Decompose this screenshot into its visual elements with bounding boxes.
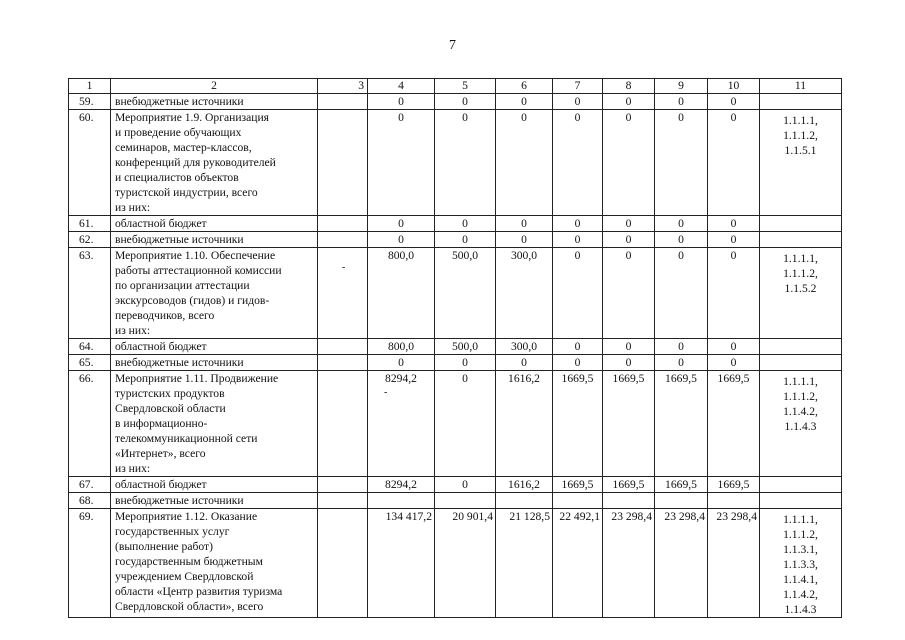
description-cell: Мероприятие 1.9. Организация и проведение обучающих семинаров, мастер-классов, конференций для руководителей и специалистов объектов туристской индустрии, всего из них:	[111, 110, 318, 216]
value-cell-col7: 0	[553, 216, 603, 232]
description-cell: внебюджетные источники	[111, 94, 318, 110]
table-row	[69, 371, 842, 477]
description-cell: областной бюджет	[111, 477, 318, 493]
column-3-cell	[318, 339, 368, 355]
table-row	[69, 477, 842, 493]
financing-table	[68, 78, 842, 618]
value-cell-col10: 1669,5	[708, 477, 760, 493]
value-cell-col9: 0	[655, 110, 708, 216]
row-number-cell: 62.	[69, 232, 111, 248]
value-cell-col7: 0	[553, 355, 603, 371]
goal-codes-cell	[760, 493, 842, 509]
value-cell-col7: 22 492,1	[553, 509, 603, 618]
value-cell-col8: 0	[603, 248, 655, 339]
value-cell-col6: 0	[496, 355, 553, 371]
value-cell-col8: 0	[603, 94, 655, 110]
header-cell: 11	[760, 79, 842, 94]
description-cell: внебюджетные источники	[111, 355, 318, 371]
table-row	[69, 110, 842, 216]
value-cell-col5: 0	[435, 477, 496, 493]
goal-codes-cell: 1.1.1.1, 1.1.1.2, 1.1.4.2, 1.1.4.3	[760, 371, 842, 477]
value-cell-col9	[655, 493, 708, 509]
row-number-cell: 60.	[69, 110, 111, 216]
value-cell-col9: 0	[655, 339, 708, 355]
value-cell-col6: 0	[496, 94, 553, 110]
header-cell: 5	[435, 79, 496, 94]
value-cell-col4: 8294,2	[368, 477, 435, 493]
value-cell-col4: 800,0	[368, 339, 435, 355]
column-3-mark: -	[342, 262, 346, 273]
value-cell-col8	[603, 493, 655, 509]
value-cell-col5: 0	[435, 216, 496, 232]
row-number-cell: 63.	[69, 248, 111, 339]
table-row	[69, 94, 842, 110]
goal-codes-cell	[760, 232, 842, 248]
value-cell-col9: 23 298,4	[655, 509, 708, 618]
value-cell-col10: 23 298,4	[708, 509, 760, 618]
value-cell-col7: 0	[553, 339, 603, 355]
value-cell-col10: 0	[708, 232, 760, 248]
row-number-cell: 68.	[69, 493, 111, 509]
value-cell-col8: 0	[603, 216, 655, 232]
value-cell-col4: 134 417,2	[368, 509, 435, 618]
column-3-cell	[318, 94, 368, 110]
value-cell-col7	[553, 493, 603, 509]
value-cell-col6: 1616,2	[496, 371, 553, 477]
table-row	[69, 339, 842, 355]
value-cell-col4	[368, 371, 435, 477]
header-cell: 4	[368, 79, 435, 94]
value-cell-col9: 1669,5	[655, 477, 708, 493]
value-cell-col5: 500,0	[435, 339, 496, 355]
column-3-cell	[318, 477, 368, 493]
goal-codes-cell: 1.1.1.1, 1.1.1.2, 1.1.5.1	[760, 110, 842, 216]
column-3-cell	[318, 509, 368, 618]
value-cell-col4: 0	[368, 355, 435, 371]
table-row	[69, 509, 842, 618]
column-3-cell	[318, 248, 368, 339]
value-cell-col4: 800,0	[368, 248, 435, 339]
description-cell: Мероприятие 1.11. Продвижение туристских продуктов Свердловской области в информационно- телекоммуникационной сети «Интернет», всего из них:	[111, 371, 318, 477]
description-cell: областной бюджет	[111, 216, 318, 232]
header-cell: 6	[496, 79, 553, 94]
header-row	[69, 79, 842, 94]
value-cell-col9: 0	[655, 216, 708, 232]
goal-codes-cell	[760, 477, 842, 493]
table-row	[69, 355, 842, 371]
value-cell-col5: 0	[435, 232, 496, 248]
value-cell-col4: 0	[368, 216, 435, 232]
value-cell-col8: 23 298,4	[603, 509, 655, 618]
value-cell-col6: 21 128,5	[496, 509, 553, 618]
value-cell-col10	[708, 493, 760, 509]
value-cell-col6: 0	[496, 232, 553, 248]
value-cell-col6: 0	[496, 216, 553, 232]
table-row	[69, 493, 842, 509]
goal-codes-cell: 1.1.1.1, 1.1.1.2, 1.1.5.2	[760, 248, 842, 339]
description-cell: областной бюджет	[111, 339, 318, 355]
description-cell: Мероприятие 1.10. Обеспечение работы аттестационной комиссии по организации аттестации экскурсоводов (гидов) и гидов- переводчиков, всего из них:	[111, 248, 318, 339]
value-cell-col6: 1616,2	[496, 477, 553, 493]
value-cell-col10: 0	[708, 248, 760, 339]
value-cell-col8: 0	[603, 110, 655, 216]
value-cell-col5	[435, 493, 496, 509]
value-text: 8294,2	[385, 372, 417, 385]
column-3-cell	[318, 493, 368, 509]
value-cell-col7: 1669,5	[553, 477, 603, 493]
value-cell-col8: 1669,5	[603, 477, 655, 493]
description-cell: Мероприятие 1.12. Оказание государственных услуг (выполнение работ) государственным бюджетным учреждением Свердловской области «Центр развития туризма Свердловской области», всего	[111, 509, 318, 618]
goal-codes-cell	[760, 216, 842, 232]
value-cell-col7: 0	[553, 110, 603, 216]
value-cell-col4: 0	[368, 232, 435, 248]
description-cell: внебюджетные источники	[111, 232, 318, 248]
column-3-cell	[318, 232, 368, 248]
value-cell-col10: 0	[708, 94, 760, 110]
column-3-cell	[318, 371, 368, 477]
value-cell-col5: 500,0	[435, 248, 496, 339]
value-cell-col5: 0	[435, 355, 496, 371]
value-cell-col10: 0	[708, 110, 760, 216]
value-cell-col8: 0	[603, 232, 655, 248]
page-number: 7	[449, 38, 456, 53]
row-number-cell: 65.	[69, 355, 111, 371]
row-number-cell: 67.	[69, 477, 111, 493]
goal-codes-cell	[760, 94, 842, 110]
value-cell-col9: 0	[655, 94, 708, 110]
value-cell-col8: 0	[603, 355, 655, 371]
value-cell-col9: 0	[655, 248, 708, 339]
value-cell-col9: 0	[655, 355, 708, 371]
value-cell-col4: 0	[368, 94, 435, 110]
description-cell: внебюджетные источники	[111, 493, 318, 509]
stray-mark: -	[384, 387, 388, 398]
value-cell-col6: 300,0	[496, 248, 553, 339]
row-number-cell: 69.	[69, 509, 111, 618]
value-cell-col9: 1669,5	[655, 371, 708, 477]
value-cell-col5: 0	[435, 110, 496, 216]
value-cell-col6	[496, 493, 553, 509]
goal-codes-cell	[760, 339, 842, 355]
row-number-cell: 66.	[69, 371, 111, 477]
value-cell-col4: 0	[368, 110, 435, 216]
header-cell: 7	[553, 79, 603, 94]
value-cell-col10: 1669,5	[708, 371, 760, 477]
table-row	[69, 248, 842, 339]
row-number-cell: 64.	[69, 339, 111, 355]
value-cell-col5: 20 901,4	[435, 509, 496, 618]
goal-codes-cell: 1.1.1.1, 1.1.1.2, 1.1.3.1, 1.1.3.3, 1.1.4.1, 1.1.4.2, 1.1.4.3	[760, 509, 842, 618]
header-cell: 3	[318, 79, 368, 94]
value-cell-col8: 1669,5	[603, 371, 655, 477]
header-cell: 10	[708, 79, 760, 94]
header-cell: 2	[111, 79, 318, 94]
column-3-cell	[318, 355, 368, 371]
value-cell-col5: 0	[435, 371, 496, 477]
value-cell-col7: 1669,5	[553, 371, 603, 477]
value-cell-col7: 0	[553, 94, 603, 110]
value-cell-col4	[368, 493, 435, 509]
value-cell-col5: 0	[435, 94, 496, 110]
value-cell-col6: 0	[496, 110, 553, 216]
value-cell-col10: 0	[708, 216, 760, 232]
row-number-cell: 59.	[69, 94, 111, 110]
value-cell-col9: 0	[655, 232, 708, 248]
header-cell: 1	[69, 79, 111, 94]
goal-codes-cell	[760, 355, 842, 371]
value-cell-col7: 0	[553, 248, 603, 339]
column-3-cell	[318, 110, 368, 216]
row-number-cell: 61.	[69, 216, 111, 232]
header-cell: 9	[655, 79, 708, 94]
value-cell-col8: 0	[603, 339, 655, 355]
table-row	[69, 216, 842, 232]
value-cell-col10: 0	[708, 355, 760, 371]
value-cell-col6: 300,0	[496, 339, 553, 355]
header-cell: 8	[603, 79, 655, 94]
value-cell-col7: 0	[553, 232, 603, 248]
table-row	[69, 232, 842, 248]
column-3-cell	[318, 216, 368, 232]
value-cell-col10: 0	[708, 339, 760, 355]
